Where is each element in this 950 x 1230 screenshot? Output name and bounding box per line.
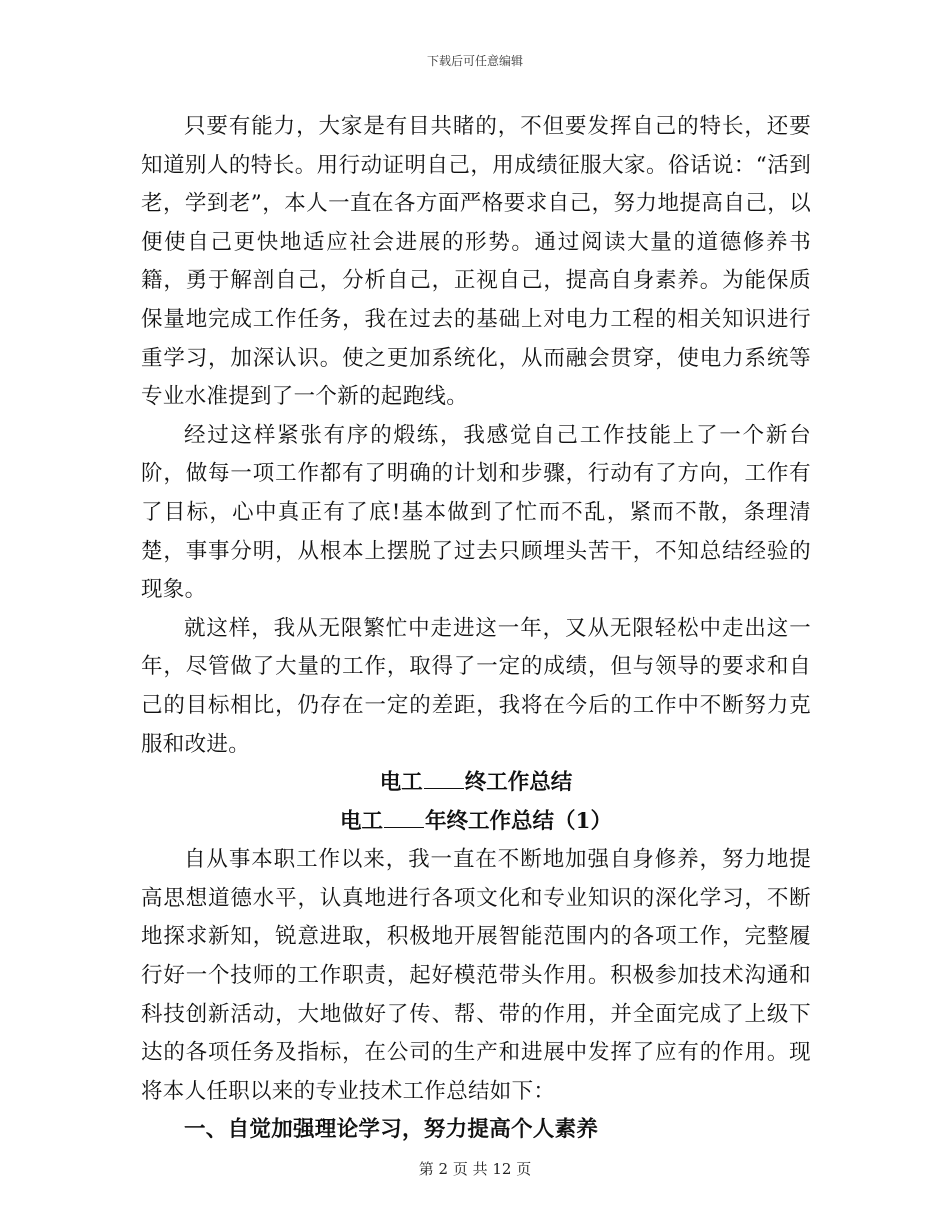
header-note: 下载后可任意编辑: [426, 54, 523, 68]
paragraph-1: 只要有能力，大家是有目共睹的，不但要发挥自己的特长，还要知道别人的特长。用行动证明自己，用成绩征服大家。俗话说：“活到老，学到老”，本人一直在各方面严格要求自己，努力地提高自己，以便使自己更快地适应社会进展的形势。通过阅读大量的道德修养书籍，勇于解剖自己，分析自己，正视自己，提高自身素养。为能保质保量地完成工作任务，我在过去的基础上对电力工程的相关知识进行重学习，加深认识。使之更加系统化，从而融会贯穿，使电力系统等专业水准提到了一个新的起跑线。: [141, 114, 811, 410]
paragraph-4: 自从事本职工作以来，我一直在不断地加强自身修养，努力地提高思想道德水平，认真地进行各项文化和专业知识的深化学习，不断地探求新知，锐意进取，积极地开展智能范围内的各项工作，完整履行好一个技师的工作职责，起好模范带头作用。积极参加技术沟通和科技创新活动，大地做好了传、帮、带的作用，并全面完成了上级下达的各项任务及指标，在公司的生产和进展中发挥了应有的作用。现将本人任职以来的专业技术工作总结如下：: [141, 847, 811, 1104]
section-title-suffix: 终工作总结: [464, 770, 573, 796]
fill-blank: [424, 787, 464, 789]
document-body: [141, 108, 811, 1150]
fill-blank: [384, 826, 424, 828]
paragraph-3: 就这样，我从无限繁忙中走进这一年，又从无限轻松中走出这一年，尽管做了大量的工作，取得了一定的成绩，但与领导的要求和自己的目标相比，仍存在一定的差距，我将在今后的工作中不断努力克服和改进。: [141, 615, 811, 757]
page-number: 第 2 页 共 12 页: [418, 1160, 532, 1178]
subsection-title-prefix: 电工: [340, 808, 384, 834]
heading-1: 一、自觉加强理论学习，努力提高个人素养: [184, 1117, 599, 1143]
section-title-prefix: 电工: [379, 770, 423, 796]
subsection-title-suffix: 年终工作总结（1）: [425, 808, 612, 834]
paragraph-2: 经过这样紧张有序的煅练，我感觉自己工作技能上了一个新台阶，做每一项工作都有了明确的计划和步骤，行动有了方向，工作有了目标，心中真正有了底!基本做到了忙而不乱，紧而不散，条理清楚，事事分明，从根本上摆脱了过去只顾埋头苦干，不知总结经验的现象。: [141, 422, 811, 603]
subsection-title: [141, 803, 811, 842]
section-title: [141, 764, 811, 803]
